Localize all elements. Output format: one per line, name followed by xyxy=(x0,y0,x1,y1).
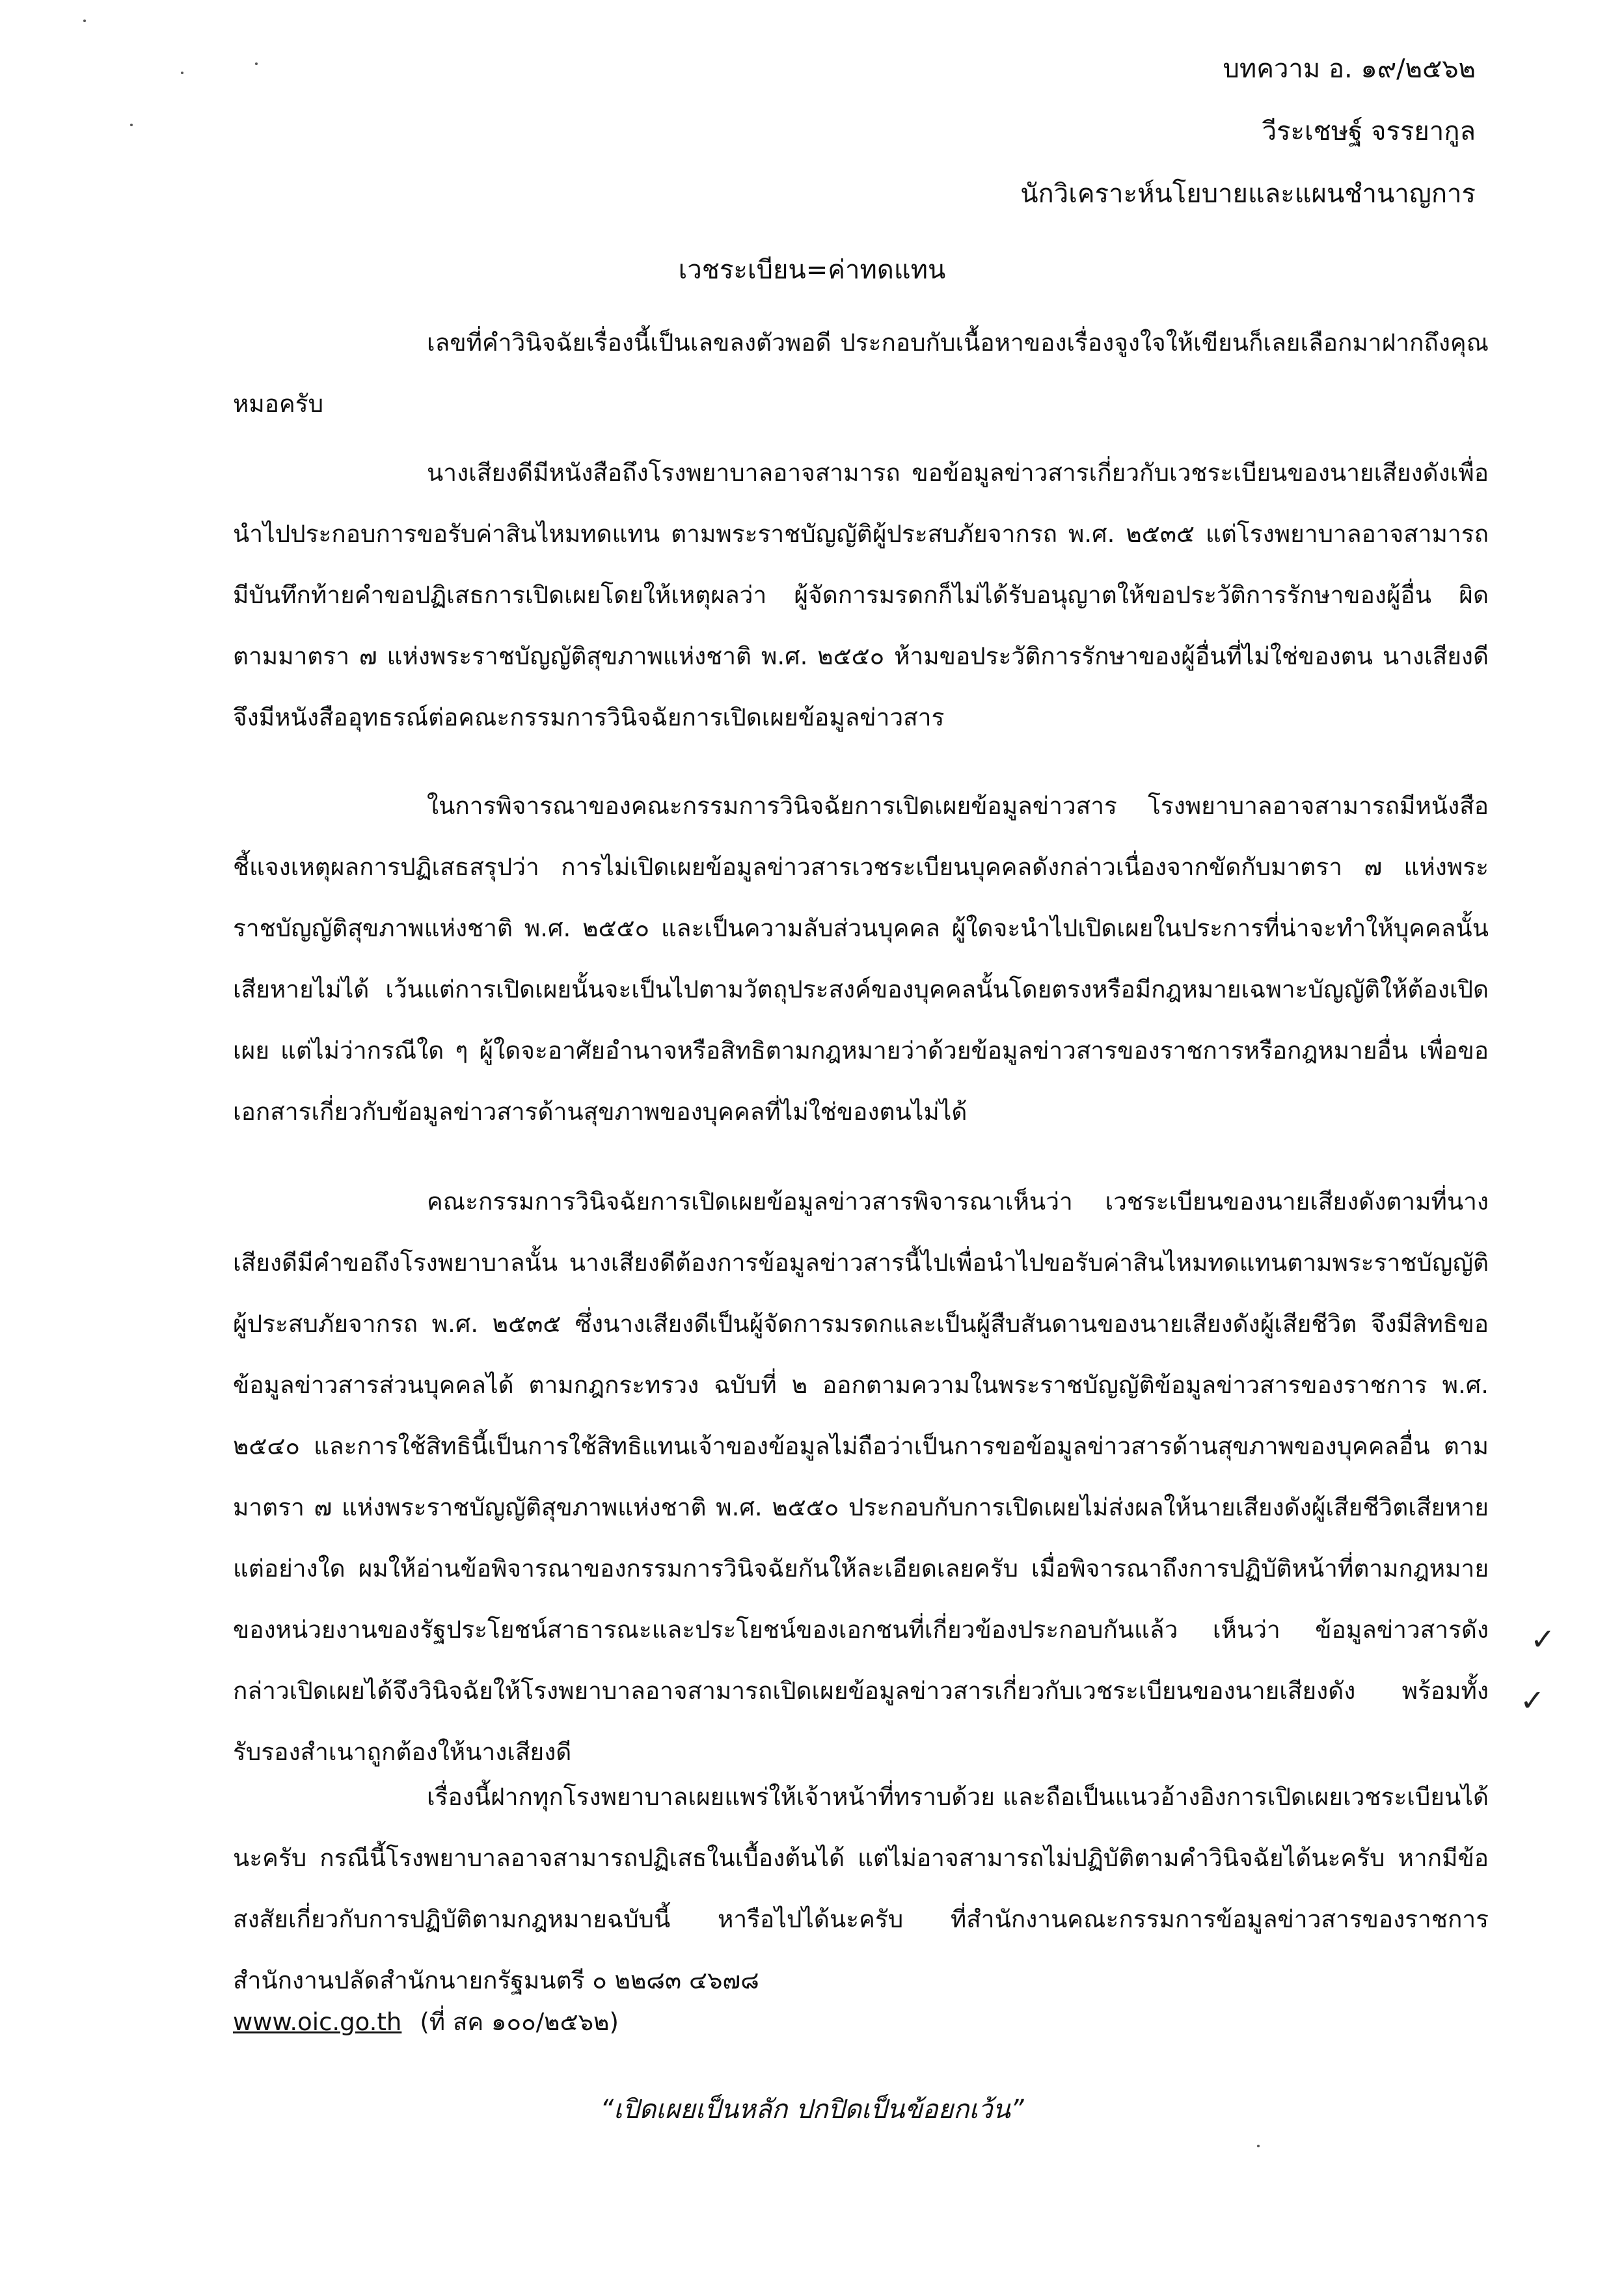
website-link[interactable]: www.oic.go.th xyxy=(233,2008,402,2036)
scan-speck xyxy=(83,20,86,22)
scan-speck xyxy=(1257,2145,1260,2147)
author-position: นักวิเคราะห์นโยบายและแผนชำนาญการ xyxy=(1020,179,1476,209)
document-reference: บทความ อ. ๑๙/๒๕๖๒ xyxy=(1223,54,1476,84)
contact-line xyxy=(233,2003,619,2042)
checkmark-icon: ✓ xyxy=(1530,1622,1556,1657)
paragraph-closing: เรื่องนี้ฝากทุกโรงพยาบาลเผยแพร่ให้เจ้าหน้าที่ทราบด้วย และถือเป็นแนวอ้างอิงการเปิดเผยเวชระเบียนได้นะครับ กรณีนี้โรงพยาบาลอาจสามารถปฏิเสธในเบื้องต้นได้ แต่ไม่อาจสามารถไม่ปฏิบัติตามคำวินิจฉัยได้นะครับ หากมีข้อสงสัยเกี่ยวกับการปฏิบัติตามกฎหมายฉบับนี้ หารือไปได้นะครับ ที่สำนักงานคณะกรรมการข้อมูลข่าวสารของราชการ สำนักงานปลัดสำนักนายกรัฐมนตรี ๐ ๒๒๘๓ ๔๖๗๘ xyxy=(233,1783,1489,1994)
document-header xyxy=(1020,38,1476,225)
document-title: เวชระเบียน=ค่าทดแทน xyxy=(678,255,946,285)
scan-speck xyxy=(255,62,258,65)
paragraph-request: นางเสียงดีมีหนังสือถึงโรงพยาบาลอาจสามารถ ขอข้อมูลข่าวสารเกี่ยวกับเวชระเบียนของนายเสียงดังเพื่อนำไปประกอบการขอรับค่าสินไหมทดแทน ตามพระราชบัญญัติผู้ประสบภัยจากรถ พ.ศ. ๒๕๓๕ แต่โรงพยาบาลอาจสามารถ มีบันทึกท้ายคำขอปฏิเสธการเปิดเผยโดยให้เหตุผลว่า ผู้จัดการมรดกก็ไม่ได้รับอนุญาตให้ขอประวัติการรักษาของผู้อื่น ผิดตามมาตรา ๗ แห่งพระราชบัญญัติสุขภาพแห่งชาติ พ.ศ. ๒๕๕๐ ห้ามขอประวัติการรักษาของผู้อื่นที่ไม่ใช่ของตน นางเสียงดีจึงมีหนังสืออุทธรณ์ต่อคณะกรรมการวินิจฉัยการเปิดเผยข้อมูลข่าวสาร xyxy=(233,459,1489,731)
scan-speck xyxy=(181,72,183,74)
checkmark-icon: ✓ xyxy=(1520,1683,1545,1718)
scan-speck xyxy=(130,124,133,126)
reference-number: (ที่ สค ๑๐๐/๒๕๖๒) xyxy=(420,2008,619,2036)
paragraph-hospital-reasoning: ในการพิจารณาของคณะกรรมการวินิจฉัยการเปิดเผยข้อมูลข่าวสาร โรงพยาบาลอาจสามารถมีหนังสือชี้แจงเหตุผลการปฏิเสธสรุปว่า การไม่เปิดเผยข้อมูลข่าวสารเวชระเบียนบุคคลดังกล่าวเนื่องจากขัดกับมาตรา ๗ แห่งพระราชบัญญัติสุขภาพแห่งชาติ พ.ศ. ๒๕๕๐ และเป็นความลับส่วนบุคคล ผู้ใดจะนำไปเปิดเผยในประการที่น่าจะทำให้บุคคลนั้นเสียหายไม่ได้ เว้นแต่การเปิดเผยนั้นจะเป็นไปตามวัตถุประสงค์ของบุคคลนั้นโดยตรงหรือมีกฎหมายเฉพาะบัญญัติให้ต้องเปิดเผย แต่ไม่ว่ากรณีใด ๆ ผู้ใดจะอาศัยอำนาจหรือสิทธิตามกฎหมายว่าด้วยข้อมูลข่าวสารของราชการหรือกฎหมายอื่น เพื่อขอเอกสารเกี่ยวกับข้อมูลข่าวสารด้านสุขภาพของบุคคลที่ไม่ใช่ของตนไม่ได้ xyxy=(233,792,1489,1126)
paragraph-committee-decision: คณะกรรมการวินิจฉัยการเปิดเผยข้อมูลข่าวสารพิจารณาเห็นว่า เวชระเบียนของนายเสียงดังตามที่นางเสียงดีมีคำขอถึงโรงพยาบาลนั้น นางเสียงดีต้องการข้อมูลข่าวสารนี้ไปเพื่อนำไปขอรับค่าสินไหมทดแทนตามพระราชบัญญัติผู้ประสบภัยจากรถ พ.ศ. ๒๕๓๕ ซึ่งนางเสียงดีเป็นผู้จัดการมรดกและเป็นผู้สืบสันดานของนายเสียงดังผู้เสียชีวิต จึงมีสิทธิขอข้อมูลข่าวสารส่วนบุคคลได้ ตามกฎกระทรวง ฉบับที่ ๒ ออกตามความในพระราชบัญญัติข้อมูลข่าวสารของราชการ พ.ศ. ๒๕๔๐ และการใช้สิทธินี้เป็นการใช้สิทธิแทนเจ้าของข้อมูลไม่ถือว่าเป็นการขอข้อมูลข่าวสารด้านสุขภาพของบุคคลอื่น ตามมาตรา ๗ แห่งพระราชบัญญัติสุขภาพแห่งชาติ พ.ศ. ๒๕๕๐ ประกอบกับการเปิดเผยไม่ส่งผลให้นายเสียงดังผู้เสียชีวิตเสียหายแต่อย่างใด ผมให้อ่านข้อพิจารณาของกรรมการวินิจฉัยกันให้ละเอียดเลยครับ เมื่อพิจารณาถึงการปฏิบัติหน้าที่ตามกฎหมายของหน่วยงานของรัฐประโยชน์สาธารณะและประโยชน์ของเอกชนที่เกี่ยวข้องประกอบกันแล้ว เห็นว่า ข้อมูลข่าวสารดังกล่าวเปิดเผยได้จึงวินิจฉัยให้โรงพยาบาลอาจสามารถเปิดเผยข้อมูลข่าวสารเกี่ยวกับเวชระเบียนของนายเสียงดัง พร้อมทั้งรับรองสำเนาถูกต้องให้นางเสียงดี xyxy=(233,1188,1489,1766)
paragraph-intro: เลขที่คำวินิจฉัยเรื่องนี้เป็นเลขลงตัวพอดี ประกอบกับเนื้อหาของเรื่องจูงใจให้เขียนก็เลยเลือกมาฝากถึงคุณหมอครับ xyxy=(233,329,1489,418)
author-name: วีระเชษฐ์ จรรยากูล xyxy=(1262,116,1476,146)
motto: “เปิดเผยเป็นหลัก ปกปิดเป็นข้อยกเว้น” xyxy=(600,2095,1024,2125)
